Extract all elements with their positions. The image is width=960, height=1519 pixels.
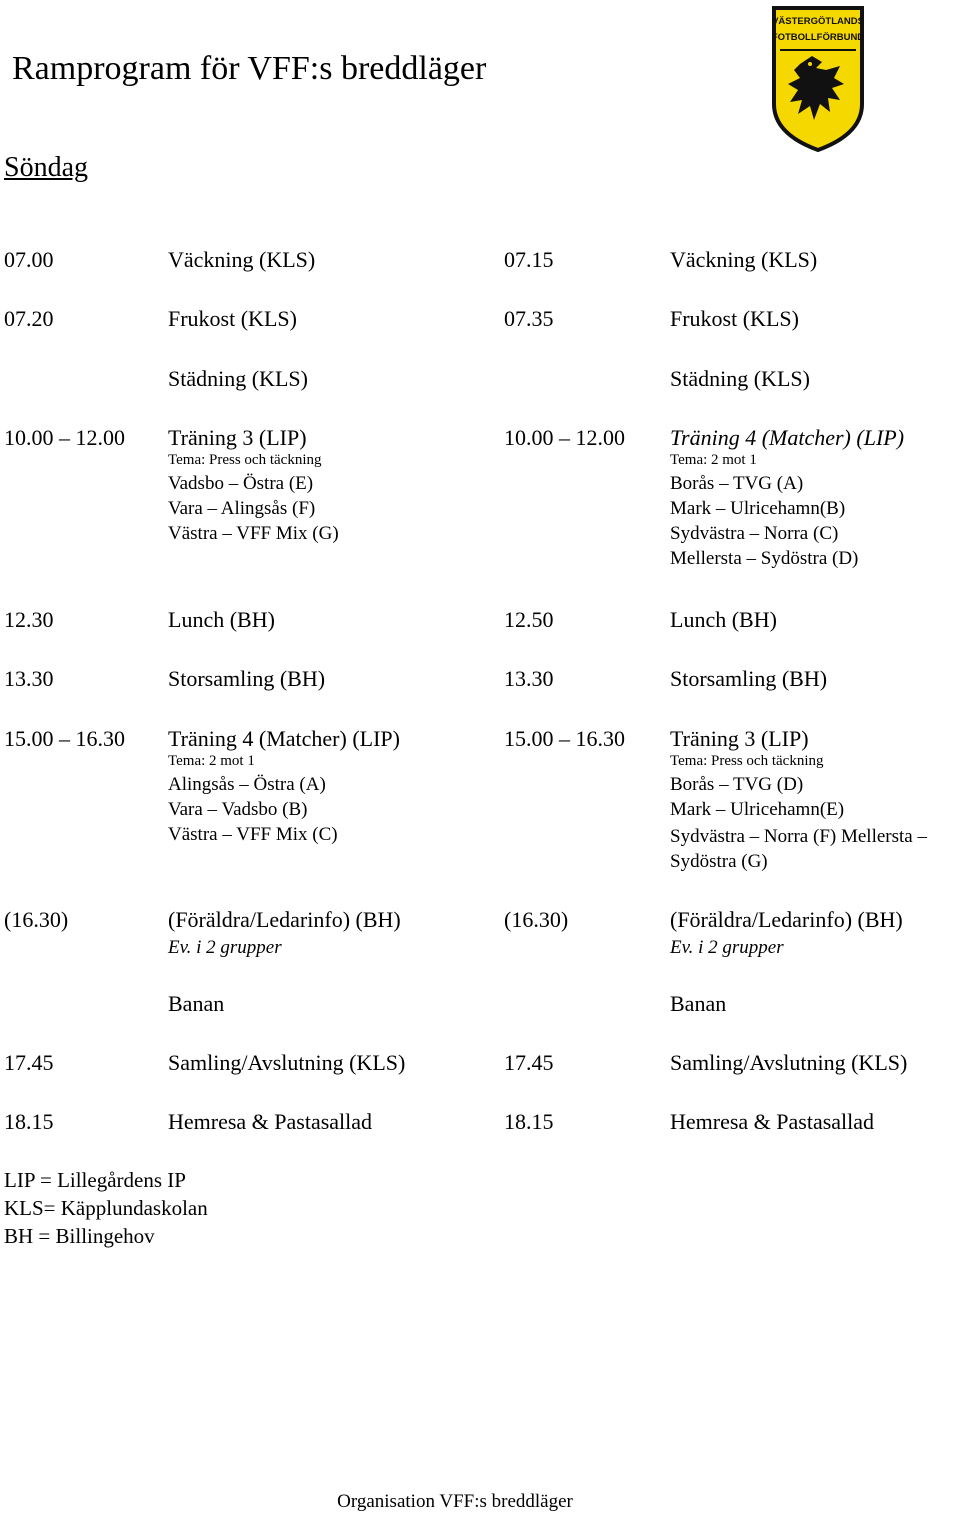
legend xyxy=(4,1166,208,1250)
time: 10.00 – 12.00 xyxy=(504,425,625,450)
activity: (Föräldra/Ledarinfo) (BH) xyxy=(670,907,903,932)
time: 17.45 xyxy=(4,1050,54,1075)
match: Sydvästra – Norra (C) xyxy=(670,523,839,544)
vff-logo xyxy=(770,4,866,152)
activity: Storsamling (BH) xyxy=(168,666,326,691)
match: Alingsås – Östra (A) xyxy=(168,774,326,795)
match: Mark – Ulricehamn(E) xyxy=(670,799,845,820)
time: 07.15 xyxy=(504,247,554,272)
match: Vara – Alingsås (F) xyxy=(168,498,316,519)
activity: Lunch (BH) xyxy=(670,607,777,632)
activity: (Föräldra/Ledarinfo) (BH) xyxy=(168,907,401,932)
match: Sydvästra – Norra (F) Mellersta – Sydöstra (G) xyxy=(670,826,927,872)
activity: Samling/Avslutning (KLS) xyxy=(168,1050,406,1075)
theme: Tema: 2 mot 1 xyxy=(168,753,255,769)
theme: Tema: 2 mot 1 xyxy=(670,452,757,468)
day-heading: Söndag xyxy=(4,152,88,183)
legend-item: KLS= Käpplundaskolan xyxy=(4,1196,208,1220)
time: 17.45 xyxy=(504,1050,554,1075)
match: Mellersta – Sydöstra (D) xyxy=(670,548,859,569)
page-footer: Organisation VFF:s breddläger xyxy=(337,1491,573,1512)
legend-item: LIP = Lillegårdens IP xyxy=(4,1168,186,1192)
note: Ev. i 2 grupper xyxy=(670,937,784,958)
activity: Lunch (BH) xyxy=(168,607,275,632)
time: 18.15 xyxy=(504,1109,554,1134)
activity: Frukost (KLS) xyxy=(168,306,297,331)
note: Ev. i 2 grupper xyxy=(168,937,282,958)
time: (16.30) xyxy=(4,907,69,932)
time: 13.30 xyxy=(4,666,54,691)
logo-text-1: VÄSTERGÖTLANDS xyxy=(772,16,864,27)
time: 07.00 xyxy=(4,247,54,272)
time: 12.30 xyxy=(4,607,54,632)
theme: Tema: Press och täckning xyxy=(168,452,322,468)
activity: Frukost (KLS) xyxy=(670,306,799,331)
activity: Städning (KLS) xyxy=(168,366,308,391)
activity: Samling/Avslutning (KLS) xyxy=(670,1050,908,1075)
lion-shield-icon xyxy=(770,4,866,152)
activity: Banan xyxy=(168,991,225,1016)
activity: Träning 3 (LIP) xyxy=(168,425,307,450)
time: 12.50 xyxy=(504,607,554,632)
page-title: Ramprogram för VFF:s breddläger xyxy=(12,50,487,87)
match: Vadsbo – Östra (E) xyxy=(168,473,314,494)
activity: Banan xyxy=(670,991,727,1016)
legend-item: BH = Billingehov xyxy=(4,1224,155,1248)
activity: Hemresa & Pastasallad xyxy=(168,1109,373,1134)
logo-text-2: FOTBOLLFÖRBUND xyxy=(771,32,865,43)
match: Västra – VFF Mix (G) xyxy=(168,523,339,544)
time: 15.00 – 16.30 xyxy=(4,726,125,751)
time: 07.20 xyxy=(4,306,54,331)
activity: Träning 4 (Matcher) (LIP) xyxy=(168,726,400,751)
match: Mark – Ulricehamn(B) xyxy=(670,498,846,519)
time: 13.30 xyxy=(504,666,554,691)
time: (16.30) xyxy=(504,907,569,932)
activity: Städning (KLS) xyxy=(670,366,810,391)
activity: Väckning (KLS) xyxy=(168,247,316,272)
match: Västra – VFF Mix (C) xyxy=(168,824,338,845)
activity: Storsamling (BH) xyxy=(670,666,828,691)
match: Borås – TVG (A) xyxy=(670,473,804,494)
theme: Tema: Press och täckning xyxy=(670,753,824,769)
activity: Väckning (KLS) xyxy=(670,247,818,272)
match: Borås – TVG (D) xyxy=(670,774,804,795)
match: Vara – Vadsbo (B) xyxy=(168,799,308,820)
activity: Träning 4 (Matcher) (LIP) xyxy=(670,425,905,450)
time: 07.35 xyxy=(504,306,554,331)
time: 18.15 xyxy=(4,1109,54,1134)
time: 10.00 – 12.00 xyxy=(4,425,125,450)
activity: Träning 3 (LIP) xyxy=(670,726,809,751)
time: 15.00 – 16.30 xyxy=(504,726,625,751)
activity: Hemresa & Pastasallad xyxy=(670,1109,875,1134)
